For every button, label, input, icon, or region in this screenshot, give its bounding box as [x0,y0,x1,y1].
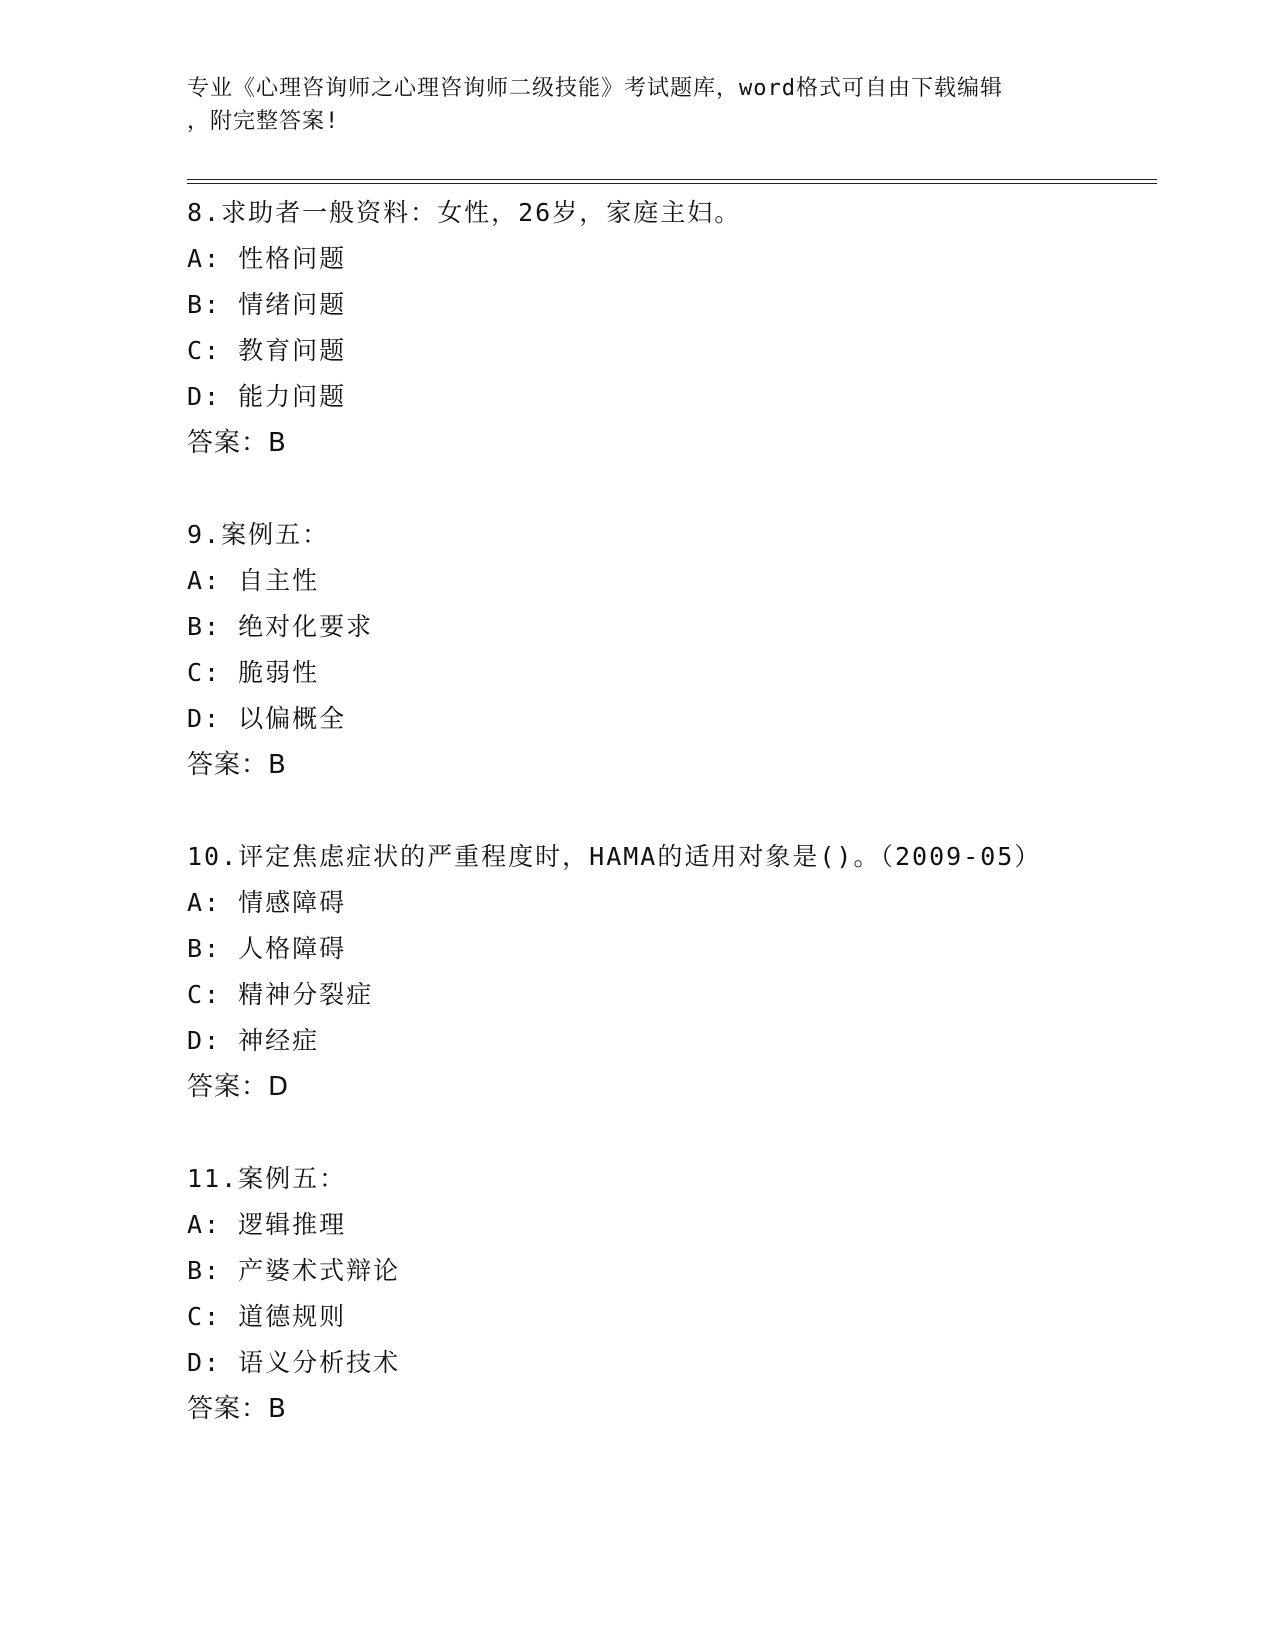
option-b: B: 情绪问题 [187,290,347,319]
option-a: A: 逻辑推理 [187,1210,347,1239]
option-a: A: 自主性 [187,566,320,595]
question-list [187,190,1187,1478]
option-d: D: 语义分析技术 [187,1348,401,1377]
answer: 答案：D [187,1072,290,1102]
question-stem: 9.案例五： [187,520,330,549]
option-d: D: 神经症 [187,1026,320,1055]
option-b: B: 产婆术式辩论 [187,1256,401,1285]
answer: 答案：B [187,1394,287,1424]
header-line-1: 专业《心理咨询师之心理咨询师二级技能》考试题库，word格式可自由下载编辑 [187,76,1003,101]
option-c: C: 精神分裂症 [187,980,374,1009]
header-divider-bottom [187,183,1157,184]
option-d: D: 能力问题 [187,382,347,411]
option-b: B: 绝对化要求 [187,612,374,641]
answer: 答案：B [187,750,287,780]
answer: 答案：B [187,428,287,458]
question-8 [187,190,1187,466]
question-9 [187,512,1187,788]
question-stem: 10.评定焦虑症状的严重程度时，HAMA的适用对象是()。（2009-05） [187,842,1042,871]
option-c: C: 教育问题 [187,336,347,365]
option-c: C: 脆弱性 [187,658,320,687]
question-11 [187,1156,1187,1432]
option-a: A: 性格问题 [187,244,347,273]
question-stem: 8.求助者一般资料：女性，26岁，家庭主妇。 [187,198,742,227]
option-b: B: 人格障碍 [187,934,347,963]
document-header [187,72,1087,138]
option-c: C: 道德规则 [187,1302,347,1331]
option-a: A: 情感障碍 [187,888,347,917]
header-divider-top [187,179,1157,180]
question-10 [187,834,1187,1110]
header-line-2: ，附完整答案! [187,109,340,134]
question-stem: 11.案例五： [187,1164,347,1193]
option-d: D: 以偏概全 [187,704,347,733]
